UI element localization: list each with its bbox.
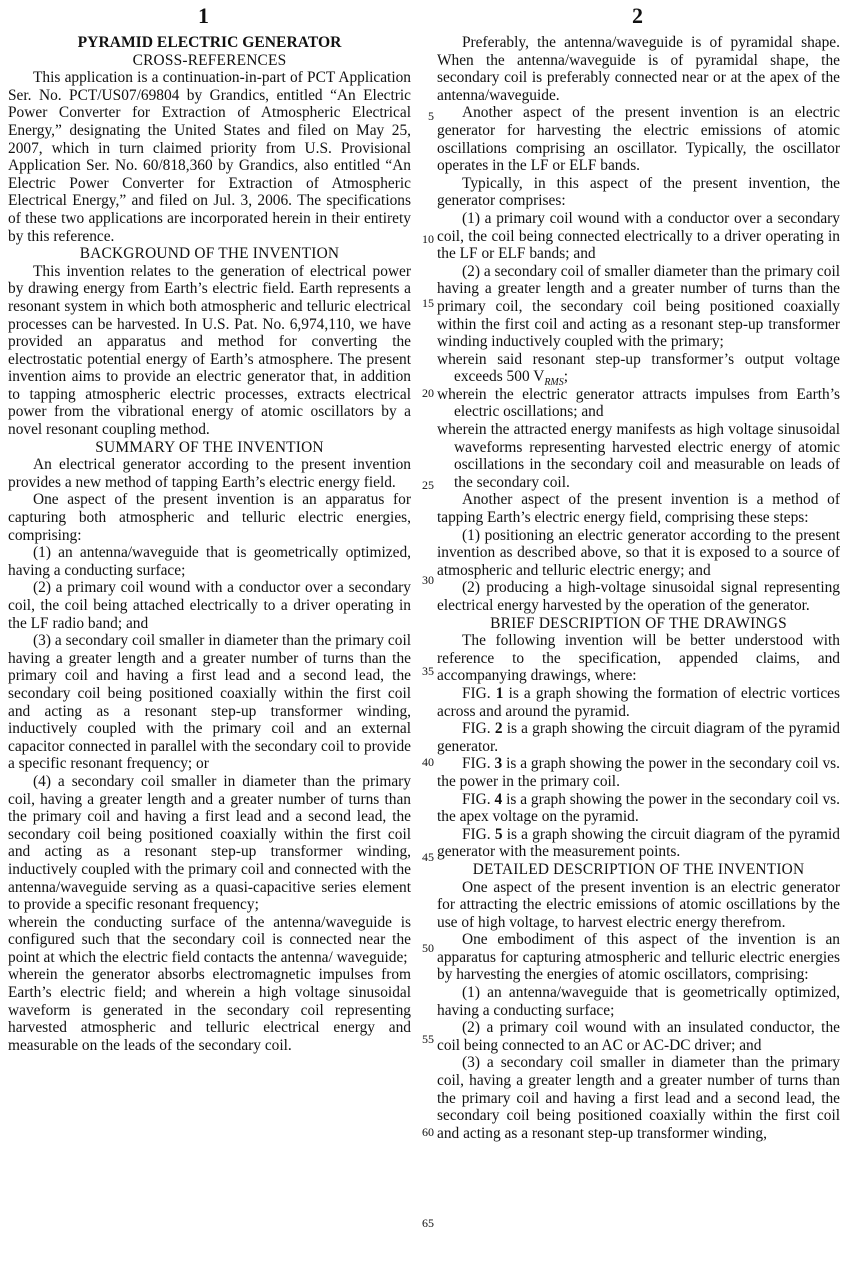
summary-heading: SUMMARY OF THE INVENTION — [95, 438, 324, 456]
method-step-1: (1) positioning an electric generator according to the present invention as described above, so that it is exposed to a source of atmospheric and telluric electric energy; and — [437, 526, 840, 579]
line-number: 35 — [422, 664, 434, 678]
left-column — [8, 34, 411, 1054]
figure-description-5: FIG. 5 is a graph showing the circuit diagram of the pyramid generator with the measurement points. — [437, 825, 840, 861]
figure-description-4: FIG. 4 is a graph showing the power in the secondary coil vs. the apex voltage on the pyramid. — [437, 790, 840, 826]
line-number: 50 — [422, 941, 434, 955]
right-column — [437, 34, 840, 1142]
detailed-paragraph-2: One embodiment of this aspect of the invention is an apparatus for capturing atmospheric and telluric electric energies by harvesting the energies of atomic oscillators, comprising: — [437, 931, 840, 984]
line-number: 65 — [422, 1216, 434, 1230]
line-number: 10 — [422, 232, 434, 246]
summary-item-4: (4) a secondary coil smaller in diameter than the primary coil, having a greater length and a greater number of turns than the primary coil and having a first lead and a second lead, the secondary coil being positioned coaxially within the first coil and acting as a resonant step-up transformer winding, inductively coupled with the primary coil and connected with the antenna/waveguide serving as a quasi-capacitive series element to provide a specific resonant frequency; — [8, 772, 411, 914]
background-paragraph: This invention relates to the generation of electrical power by drawing energy from Earth’s electric field. Earth represents a resonant system in which both atmospheric and telluric electrical processes can be harvested. In U.S. Pat. No. 6,974,110, we have provided an apparatus and method for converting the electrostatic potential energy of Earth’s atmosphere. The present invention aims to provide an electric generator that, in addition to tapping atmospheric electric processes, extracts electrical power from the vibrational energy of atomic oscillators by a novel resonant coupling method. — [8, 262, 411, 439]
column-number-right: 2 — [632, 3, 643, 28]
document-title: PYRAMID ELECTRIC GENERATOR — [77, 34, 342, 51]
line-number: 20 — [422, 386, 434, 400]
wherein-clause-3: wherein the attracted energy manifests as high voltage sinusoidal waveforms representing harvested electric energy of atomic oscillations in the secondary coil and measurable on leads of the secondary coil. — [437, 421, 840, 491]
cross-references-paragraph: This application is a continuation-in-part of PCT Application Ser. No. PCT/US07/69804 by Grandics, entitled “An Electric Power Converter for Extraction of Atmospheric Electrical Energy,” designating the United States and filed on May 25, 2007, which in turn claimed priority from U.S. Provisional Application Ser. No. 60/818,360 by Grandics, also entitled “An Electric Power Converter for Extraction of Atmospheric Electrical Energy,” and filed on Jul. 3, 2006. The specifications of these two applications are incorporated herein in their entirety by this reference. — [8, 69, 411, 245]
cross-references-heading: CROSS-REFERENCES — [132, 51, 287, 69]
detailed-paragraph-1: One aspect of the present invention is an electric generator for attracting the electric emissions of atomic oscillations by the use of high voltage, to harvest electric energy therefrom. — [437, 878, 840, 931]
background-heading: BACKGROUND OF THE INVENTION — [79, 245, 340, 263]
paragraph: Typically, in this aspect of the present invention, the generator comprises: — [437, 174, 840, 210]
column-number-left: 1 — [198, 3, 209, 28]
line-number: 40 — [422, 755, 434, 769]
generator-item-1: (1) a primary coil wound with a conductor over a secondary coil, the coil being connected electrically to a driver operating in the LF or ELF bands; and — [437, 209, 840, 263]
generator-item-2: (2) a secondary coil of smaller diameter than the primary coil having a greater length and a greater number of turns than the primary coil, the secondary coil being positioned coaxially within the first coil and acting as a resonant step-up transformer winding inductively coupled with the primary; — [437, 262, 840, 351]
line-number: 60 — [422, 1125, 434, 1139]
method-step-2: (2) producing a high-voltage sinusoidal signal representing electrical energy harvested by the operation of the generator. — [437, 579, 840, 614]
paragraph: Another aspect of the present invention is a method of tapping Earth’s electric energy field, comprising these steps: — [437, 491, 840, 527]
top-border-fragment — [0, 0, 847, 4]
brief-description-paragraph: The following invention will be better understood with reference to the specification, appended claims, and accompanying drawings, where: — [437, 632, 840, 685]
wherein-clause-1: wherein said resonant step-up transformer’s output voltage exceeds 500 $V_{RMS}$; — [437, 350, 840, 389]
line-number: 55 — [422, 1032, 434, 1046]
line-number: 15 — [422, 296, 434, 310]
summary-item-2: (2) a primary coil wound with a conductor over a secondary coil, the coil being attached electrically to a driver operating in the LF radio band; and — [8, 579, 411, 632]
line-number: 45 — [422, 850, 434, 864]
summary-item-1: (1) an antenna/waveguide that is geometrically optimized, having a conducting surface; — [8, 544, 411, 579]
figure-description-2: FIG. 2 is a graph showing the circuit diagram of the pyramid generator. — [437, 720, 840, 755]
summary-wherein-1: wherein the conducting surface of the antenna/waveguide is configured such that the secondary coil is connected near the point at which the electric field contacts the antenna/ waveguide; — [8, 913, 411, 966]
detailed-description-heading: DETAILED DESCRIPTION OF THE INVENTION — [472, 860, 805, 878]
wherein-clause-2: wherein the electric generator attracts impulses from Earth’s electric oscillations; and — [437, 385, 840, 421]
paragraph: Preferably, the antenna/waveguide is of pyramidal shape. When the antenna/waveguide is of pyramidal shape, the secondary coil is preferably connected near or at the apex of the antenna/waveguide. — [437, 34, 840, 104]
summary-item-3: (3) a secondary coil smaller in diameter than the primary coil having a greater length and a greater number of turns than the primary coil and having a first lead and a second lead, the secondary coil being positioned coaxially within the first coil and acting as a resonant step-up transformer winding, inductively coupled with the primary coil and an external capacitor connected in parallel with the secondary coil to provide a specific resonant frequency; or — [8, 632, 411, 773]
summary-paragraph-2: One aspect of the present invention is an apparatus for capturing both atmospheric and telluric electric energies, comprising: — [8, 491, 411, 544]
paragraph: Another aspect of the present invention is an electric generator for harvesting the electric emissions of atomic oscillations comprising an oscillator. Typically, the oscillator operates in the LF or ELF bands. — [437, 104, 840, 175]
line-number: 25 — [422, 478, 434, 492]
figure-description-3: FIG. 3 is a graph showing the power in the secondary coil vs. the power in the primary coil. — [437, 755, 840, 790]
line-number: 30 — [422, 573, 434, 587]
line-number: 5 — [428, 109, 434, 123]
embodiment-item-3: (3) a secondary coil smaller in diameter than the primary coil, having a greater length and a greater number of turns than the primary coil and having a first lead and a second lead, the secondary coil being positioned coaxially within the first coil and acting as a resonant step-up transformer winding, — [437, 1054, 840, 1142]
embodiment-item-1: (1) an antenna/waveguide that is geometrically optimized, having a conducting surface; — [437, 984, 840, 1019]
summary-paragraph-1: An electrical generator according to the present invention provides a new method of tapping Earth’s electric energy field. — [8, 456, 411, 491]
summary-wherein-2: wherein the generator absorbs electromagnetic impulses from Earth’s electric field; and wherein a high voltage sinusoidal waveform is generated in the secondary coil representing harvested atmospheric and telluric electrical energy and measurable on the leads of the secondary coil. — [8, 966, 411, 1054]
brief-description-heading: BRIEF DESCRIPTION OF THE DRAWINGS — [490, 614, 787, 632]
embodiment-item-2: (2) a primary coil wound with an insulated conductor, the coil being connected to an AC or AC-DC driver; and — [437, 1019, 840, 1054]
figure-description-1: FIG. 1 is a graph showing the formation of electric vortices across and around the pyramid. — [437, 684, 840, 720]
